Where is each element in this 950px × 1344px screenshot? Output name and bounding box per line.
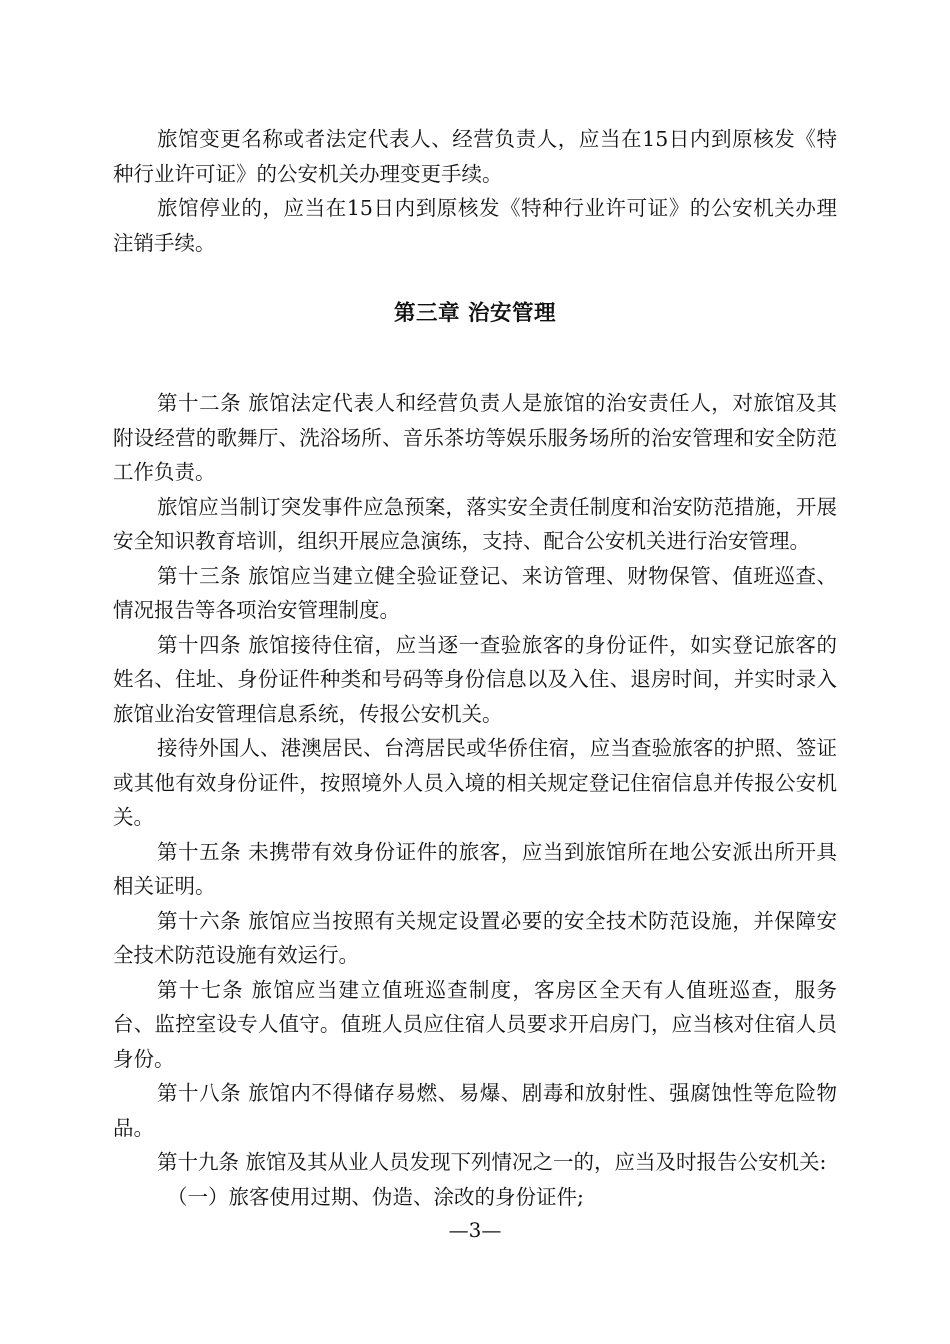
article-17: 第十七条 旅馆应当建立值班巡查制度，客房区全天有人值班巡查，服务台、监控室设专人值守。值班人员应住宿人员要求开启房门，应当核对住宿人员身份。 [113,977,837,1071]
page-number: —3— [448,1218,502,1242]
document-body [113,122,837,1214]
article-13: 第十三条 旅馆应当建立健全验证登记、来访管理、财物保管、值班巡查、情况报告等各项治安管理制度。 [113,563,837,622]
paragraph-closure: 旅馆停业的，应当在15日内到原核发《特种行业许可证》的公安机关办理注销手续。 [113,196,837,255]
article-14: 第十四条 旅馆接待住宿，应当逐一查验旅客的身份证件，如实登记旅客的姓名、住址、身份证件种类和号码等身份信息以及入住、退房时间，并实时录入旅馆业治安管理信息系统，传报公安机关。 [113,632,837,726]
article-12-paragraph-2: 旅馆应当制订突发事件应急预案，落实安全责任制度和治安防范措施，开展安全知识教育培训，组织开展应急演练，支持、配合公安机关进行治安管理。 [113,494,837,553]
article-16: 第十六条 旅馆应当按照有关规定设置必要的安全技术防范设施，并保障安全技术防范设施有效运行。 [113,908,837,967]
article-14-paragraph-2: 接待外国人、港澳居民、台湾居民或华侨住宿，应当查验旅客的护照、签证或其他有效身份证件，按照境外人员入境的相关规定登记住宿信息并传报公安机关。 [113,736,837,829]
article-19: 第十九条 旅馆及其从业人员发现下列情况之一的，应当及时报告公安机关: [157,1150,827,1174]
paragraph-name-change: 旅馆变更名称或者法定代表人、经营负责人，应当在15日内到原核发《特种行业许可证》的公安机关办理变更手续。 [113,127,837,186]
chapter-title: 第三章 治安管理 [394,301,556,326]
article-19-item-1: （一）旅客使用过期、伪造、涂改的身份证件; [167,1184,584,1209]
article-18: 第十八条 旅馆内不得储存易燃、易爆、剧毒和放射性、强腐蚀性等危险物品。 [113,1081,837,1140]
article-15: 第十五条 未携带有效身份证件的旅客，应当到旅馆所在地公安派出所开具相关证明。 [113,839,837,898]
article-12: 第十二条 旅馆法定代表人和经营负责人是旅馆的治安责任人，对旅馆及其附设经营的歌舞厅、洗浴场所、音乐茶坊等娱乐服务场所的治安管理和安全防范工作负责。 [113,391,837,484]
